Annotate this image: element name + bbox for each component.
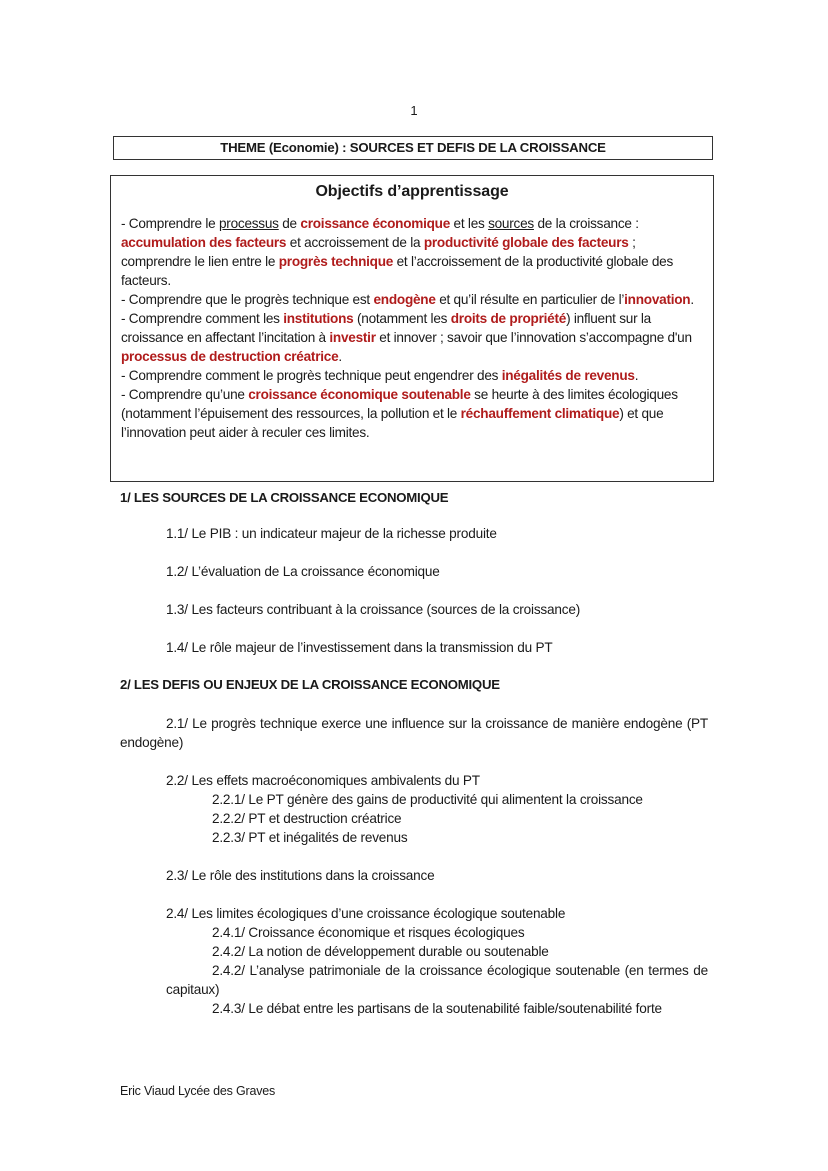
text: de la croissance : — [533, 216, 639, 231]
section-2-title: 2/ LES DEFIS OU ENJEUX DE LA CROISSANCE ECONOMIQUE — [120, 677, 500, 692]
text: - Comprendre qu’une — [121, 387, 249, 402]
section-1-title: 1/ LES SOURCES DE LA CROISSANCE ECONOMIQUE — [120, 490, 449, 505]
underlined-term: processus — [219, 216, 279, 231]
outline-item-2-4-2b: 2.4.2/ L’analyse patrimoniale de la croissance écologique soutenable (en termes de capitaux) — [166, 963, 708, 997]
key-term: progrès technique — [278, 254, 394, 269]
text: ) influent sur la croissance en affectant l’incitation à — [121, 311, 651, 345]
text: - Comprendre que le progrès technique est — [121, 292, 374, 307]
text: et innover ; savoir que l’innovation s’accompagne d'un — [375, 330, 692, 345]
key-term: innovation — [624, 292, 691, 307]
text: - Comprendre comment les — [121, 311, 284, 326]
objectives-list — [121, 214, 703, 442]
text: se heurte à des limites écologiques (notamment l’épuisement des ressources, la pollution et le — [121, 387, 678, 421]
key-term: réchauffement climatique — [460, 406, 620, 421]
text: . — [338, 349, 342, 364]
key-term: inégalités de revenus — [501, 368, 635, 383]
underlined-term: sources — [488, 216, 534, 231]
text: ) et que l’innovation peut aider à reculer ces limites. — [121, 406, 664, 440]
outline-item-1-4: 1.4/ Le rôle majeur de l’investissement dans la transmission du PT — [166, 640, 553, 655]
outline-item-2-2-2: 2.2.2/ PT et destruction créatrice — [212, 811, 402, 826]
outline-item-1-1: 1.1/ Le PIB : un indicateur majeur de la richesse produite — [166, 526, 497, 541]
text: - Comprendre comment le progrès technique peut engendrer des — [121, 368, 502, 383]
key-term: institutions — [283, 311, 354, 326]
theme-title-box — [113, 136, 713, 160]
objective-item — [121, 385, 703, 442]
text: (notamment les — [353, 311, 451, 326]
outline-item-2-4: 2.4/ Les limites écologiques d’une croissance écologique soutenable — [166, 906, 566, 921]
key-term: investir — [329, 330, 376, 345]
objective-item — [121, 366, 703, 385]
outline-item-2-4-2: 2.4.2/ La notion de développement durable ou soutenable — [212, 944, 549, 959]
text: ; comprendre le lien entre le — [121, 235, 636, 269]
outline-item-2-2-1: 2.2.1/ Le PT génère des gains de productivité qui alimentent la croissance — [212, 792, 643, 807]
key-term: productivité globale des facteurs — [423, 235, 629, 250]
key-term: droits de propriété — [450, 311, 567, 326]
outline-item-2-1: 2.1/ Le progrès technique exerce une influence sur la croissance de manière endogène (PT endogène) — [120, 716, 708, 750]
text: et l’accroissement de la productivité globale des facteurs. — [121, 254, 674, 288]
outline-item-2-2: 2.2/ Les effets macroéconomiques ambivalents du PT — [166, 773, 480, 788]
outline-item-2-4-3: 2.4.3/ Le débat entre les partisans de la soutenabilité faible/soutenabilité forte — [212, 1001, 662, 1016]
text: - Comprendre le — [121, 216, 219, 231]
text: . — [690, 292, 694, 307]
key-term: endogène — [373, 292, 436, 307]
page-number: 1 — [410, 103, 418, 118]
key-term: croissance économique — [300, 216, 451, 231]
outline-item-2-2-3: 2.2.3/ PT et inégalités de revenus — [212, 830, 408, 845]
key-term: croissance économique soutenable — [248, 387, 471, 402]
text: et qu’il résulte en particulier de l’ — [435, 292, 625, 307]
theme-title: THEME (Economie) : SOURCES ET DEFIS DE LA CROISSANCE — [220, 140, 606, 155]
outline-item-1-2: 1.2/ L’évaluation de La croissance économique — [166, 564, 440, 579]
key-term: processus de destruction créatrice — [121, 349, 339, 364]
outline-item-1-3: 1.3/ Les facteurs contribuant à la croissance (sources de la croissance) — [166, 602, 581, 617]
text: . — [634, 368, 639, 383]
objectives-title: Objectifs d’apprentissage — [315, 183, 509, 200]
key-term: accumulation des facteurs — [121, 235, 287, 250]
objectives-box — [110, 175, 714, 482]
text: et accroissement de la — [286, 235, 424, 250]
text: de — [278, 216, 301, 231]
outline-item-2-3: 2.3/ Le rôle des institutions dans la croissance — [166, 868, 435, 883]
objective-item — [121, 290, 703, 309]
page-footer: Eric Viaud Lycée des Graves — [120, 1084, 276, 1098]
outline-item-2-4-1: 2.4.1/ Croissance économique et risques écologiques — [212, 925, 525, 940]
text: et les — [450, 216, 489, 231]
objective-item — [121, 214, 703, 290]
objective-item — [121, 309, 703, 366]
